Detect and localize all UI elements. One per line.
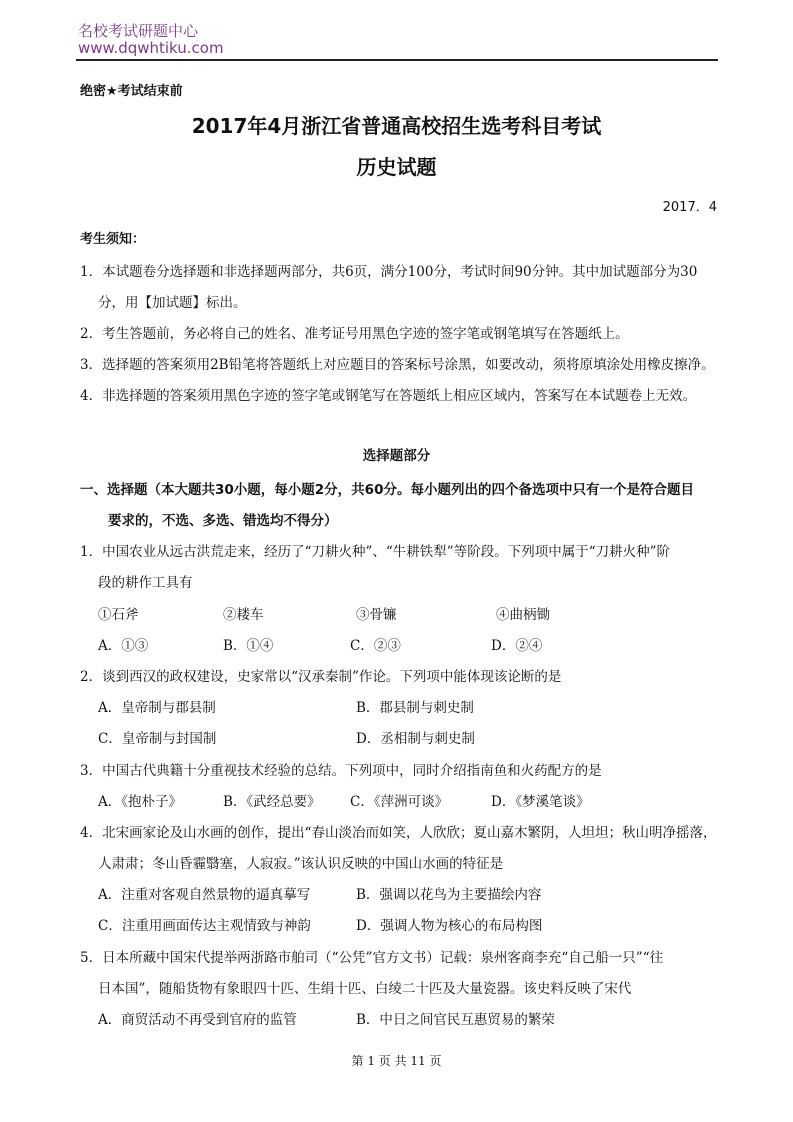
question-5-option-b[interactable]: B．中日之间官民互惠贸易的繁荣: [356, 1012, 555, 1028]
question-3-option-d[interactable]: D．《梦溪笔谈》: [491, 794, 590, 810]
question-1-item: ①石斧: [98, 607, 139, 623]
question-2-option-a[interactable]: A．皇帝制与郡县制: [98, 700, 216, 716]
question-5-stem-continued: 日本国”，随船货物有象眼四十匹、生绢十匹、白绫二十匹及大量瓷器。该史料反映了宋代: [98, 981, 632, 997]
page-number: 第 1 页 共 11 页: [351, 1054, 442, 1068]
site-url-link[interactable]: www.dqwhtiku.com: [78, 39, 224, 57]
section-title: 选择题部分: [362, 448, 431, 464]
question-4-stem: 4．北宋画家论及山水画的创作，提出“春山淡冶而如笑，人欣欣；夏山嘉木繁阴，人坦坦；秋山明净摇落，: [80, 825, 717, 841]
notice-heading: 考生须知：: [80, 232, 146, 247]
question-2-option-c[interactable]: C．皇帝制与封国制: [98, 731, 217, 747]
question-2-stem: 2．谈到西汉的政权建设，史家常以“汉承秦制”作论。下列项中能体现该论断的是: [80, 669, 562, 685]
question-3-option-c[interactable]: C．《萍洲可谈》: [350, 794, 449, 810]
question-2-option-b[interactable]: B．郡县制与刺史制: [356, 700, 474, 716]
part-heading-continued: 要求的，不选、多选、错选均不得分）: [108, 513, 338, 529]
question-1-item: ④曲柄锄: [496, 607, 550, 623]
question-3-option-a[interactable]: A．《抱朴子》: [98, 794, 182, 810]
question-1-stem-continued: 段的耕作工具有: [98, 575, 193, 591]
site-name: 名校考试研题中心: [78, 22, 199, 40]
question-1-option-d[interactable]: D．②④: [491, 638, 543, 654]
question-1-option-b[interactable]: B．①④: [223, 638, 274, 654]
question-4-option-a[interactable]: A．注重对客观自然景物的逼真摹写: [98, 887, 311, 903]
question-5-stem: 5．日本所藏中国宋代提举两浙路市舶司（“公凭”官方文书）记载：泉州客商李充“自己船一只”“往: [80, 950, 664, 966]
notice-item: 3．选择题的答案须用2B铅笔将答题纸上对应题目的答案标号涂黑，如要改动，须将原填涂处用橡皮擦净。: [80, 357, 715, 373]
header-divider: [76, 59, 718, 61]
exam-subtitle: 历史试题: [356, 155, 437, 179]
question-1-option-a[interactable]: A．①③: [98, 638, 149, 654]
question-1-stem: 1．中国农业从远古洪荒走来，经历了“刀耕火种”、“牛耕铁犁”等阶段。下列项中属于“刀耕火种”阶: [80, 544, 670, 560]
exam-date: 2017．4: [662, 200, 717, 215]
question-4-option-c[interactable]: C．注重用画面传达主观情致与神韵: [98, 918, 311, 934]
notice-item: 分，用【加试题】标出。: [98, 295, 247, 311]
question-4-option-d[interactable]: D．强调人物为核心的布局构图: [356, 918, 543, 934]
notice-item: 2．考生答题前，务必将自己的姓名、准考证号用黑色字迹的签字笔或钢笔填写在答题纸上。: [80, 326, 629, 342]
notice-item: 4．非选择题的答案须用黑色字迹的签字笔或钢笔写在答题纸上相应区域内，答案写在本试题卷上无效。: [80, 388, 697, 404]
question-2-option-d[interactable]: D．丞相制与刺史制: [356, 731, 475, 747]
notice-item: 1．本试题卷分选择题和非选择题两部分，共6页，满分100分，考试时间90分钟。其中加试题部分为30: [80, 264, 698, 280]
question-3-stem: 3．中国古代典籍十分重视技术经验的总结。下列项中，同时介绍指南鱼和火药配方的是: [80, 763, 602, 779]
confidential-label: 绝密★考试结束前: [80, 84, 183, 99]
question-4-stem-continued: 人肃肃；冬山昏霾翳塞，人寂寂。”该认识反映的中国山水画的特征是: [98, 856, 504, 872]
question-1-item: ②耧车: [223, 607, 264, 623]
exam-title: 2017年4月浙江省普通高校招生选考科目考试: [191, 114, 602, 138]
question-1-item: ③骨镰: [356, 607, 397, 623]
question-4-option-b[interactable]: B．强调以花鸟为主要描绘内容: [356, 887, 542, 903]
part-heading: 一、选择题（本大题共30小题，每小题2分，共60分。每小题列出的四个备选项中只有一个是符合题目: [80, 482, 694, 498]
question-1-option-c[interactable]: C．②③: [350, 638, 401, 654]
question-5-option-a[interactable]: A．商贸活动不再受到官府的监管: [98, 1012, 297, 1028]
question-3-option-b[interactable]: B．《武经总要》: [223, 794, 321, 810]
